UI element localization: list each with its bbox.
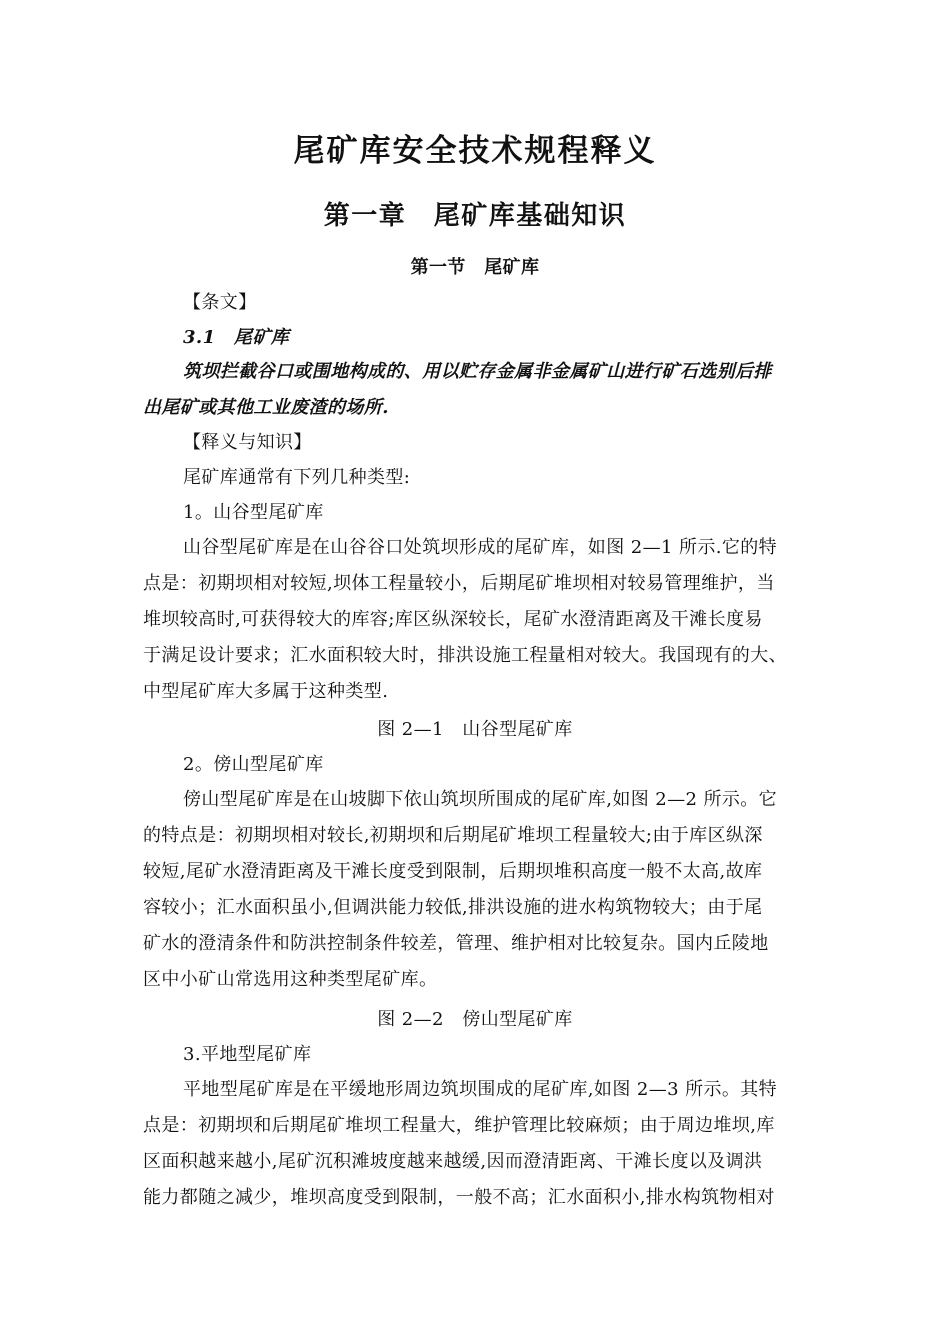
figure-caption-2-2: 图 2—2 傍山型尾矿库 [377,1009,573,1030]
document-title: 尾矿库安全技术规程释义 [293,133,657,169]
type2-paragraph-line: 傍山型尾矿库是在山坡脚下依山筑坝所围成的尾矿库,如图 2—2 所示。它 [183,789,778,810]
type1-paragraph-line: 点是：初期坝相对较短,坝体工程量较小，后期尾矿堆坝相对较易管理维护，当 [143,573,775,594]
type3-heading: 3.平地型尾矿库 [183,1044,312,1065]
type1-paragraph-line: 中型尾矿库大多属于这种类型. [143,681,389,702]
clause-text-line: 筑坝拦截谷口或围地构成的、用以贮存金属非金属矿山进行矿石选别后排 [183,361,772,382]
type3-paragraph-line: 点是：初期坝和后期尾矿堆坝工程量大，维护管理比较麻烦；由于周边堆坝,库 [143,1115,775,1136]
clause-text-line: 出尾矿或其他工业废渣的场所. [143,397,389,418]
type3-paragraph-line: 平地型尾矿库是在平缓地形周边筑坝围成的尾矿库,如图 2—3 所示。其特 [183,1079,778,1100]
type2-paragraph-line: 较短,尾矿水澄清距离及干滩长度受到限制，后期坝堆积高度一般不太高,故库 [143,861,763,882]
section-heading: 第一节 尾矿库 [410,257,540,278]
type1-paragraph-line: 于满足设计要求；汇水面积较大时，排洪设施工程量相对较大。我国现有的大、 [143,645,787,666]
type2-paragraph-line: 容较小；汇水面积虽小,但调洪能力较低,排洪设施的进水构筑物较大；由于尾 [143,897,763,918]
type3-paragraph-line: 能力都随之减少，堆坝高度受到限制，一般不高；汇水面积小,排水构筑物相对 [143,1187,775,1208]
interp-label: 【释义与知识】 [183,432,312,453]
type1-paragraph-line: 堆坝较高时,可获得较大的库容;库区纵深较长，尾矿水澄清距离及干滩长度易 [143,609,763,630]
type1-paragraph-line: 山谷型尾矿库是在山谷谷口处筑坝形成的尾矿库，如图 2—1 所示.它的特 [183,537,778,558]
type2-paragraph-line: 矿水的澄清条件和防洪控制条件较差，管理、维护相对比较复杂。国内丘陵地 [143,933,769,954]
clause-label: 【条文】 [183,292,257,313]
type2-paragraph-line: 区中小矿山常选用这种类型尾矿库。 [143,969,438,990]
figure-caption-2-1: 图 2—1 山谷型尾矿库 [377,719,573,740]
clause-heading: 3.1 尾矿库 [183,327,290,348]
type3-paragraph-line: 区面积越来越小,尾矿沉积滩坡度越来越缓,因而澄清距离、干滩长度以及调洪 [143,1151,763,1172]
intro-paragraph: 尾矿库通常有下列几种类型: [183,467,411,488]
type1-heading: 1。山谷型尾矿库 [183,502,324,523]
type2-heading: 2。傍山型尾矿库 [183,754,324,775]
type2-paragraph-line: 的特点是：初期坝相对较长,初期坝和后期尾矿堆坝工程量较大;由于库区纵深 [143,825,763,846]
chapter-heading: 第一章 尾矿库基础知识 [323,201,627,231]
